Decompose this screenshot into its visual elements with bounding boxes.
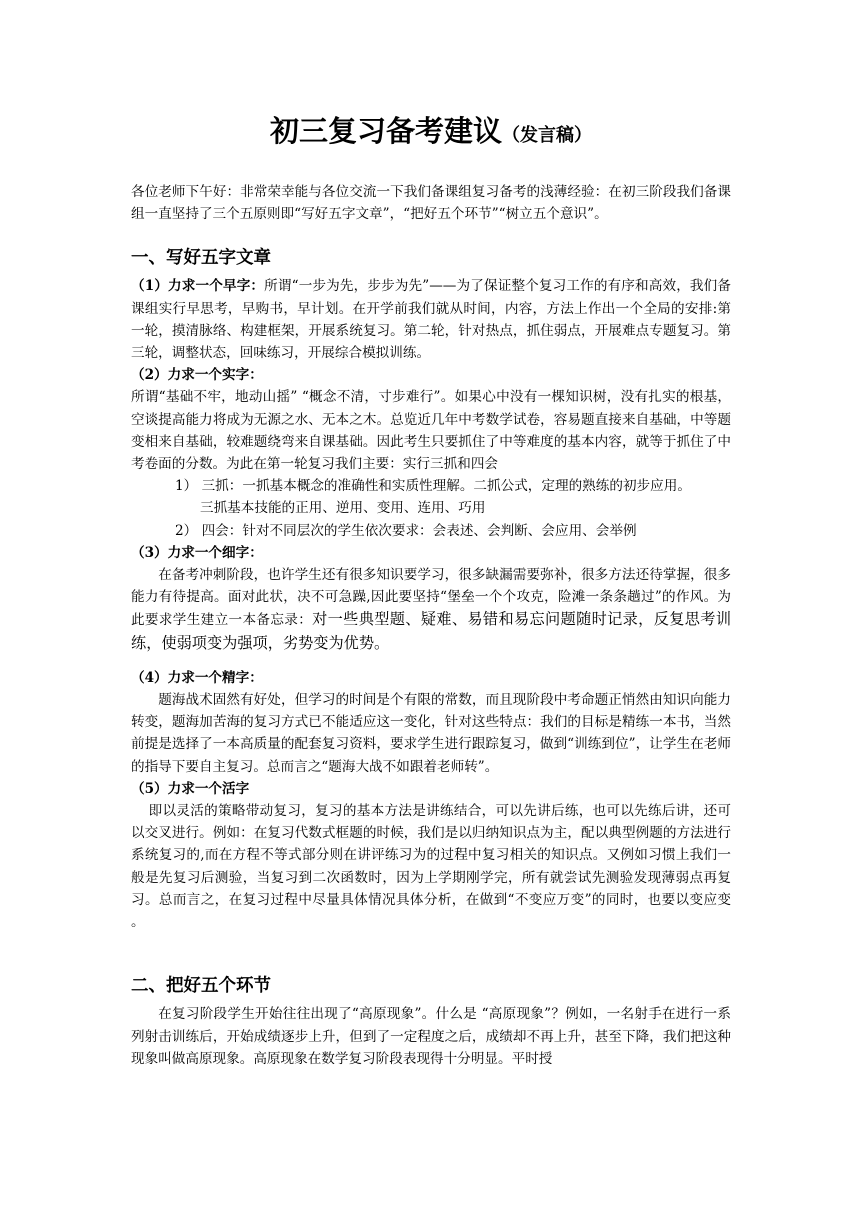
section1-heading: 一、写好五字文章 xyxy=(131,248,271,269)
p3-text xyxy=(131,564,731,655)
p5-text: 即以灵活的策略带动复习，复习的基本方法是讲练结合，可以先讲后练，也可以先练后讲，还可以交叉进行。例如：在复习代数式框题的时候，我们是以归纳知识点为主，配以典型例题的方法进行系统复习的,而在方程不等式部分则在讲评练习为的过程中复习相关的知识点。又例如习惯上我们一般是先复习后测验，当复习到二次函数时，因为上学期刚学完，所有就尝试先测验发现薄弱点再复习。总而言之，在复习过程中尽量具体情况具体分析，在做到“不变应万变”的同时，也要以变应变 。 xyxy=(131,803,731,931)
p4-label: （4）力求一个精字： xyxy=(131,669,263,686)
section1-paragraph-1 xyxy=(131,275,731,364)
p2-list-item-1-continued: 三抓基本技能的正用、逆用、变用、连用、巧用 xyxy=(200,500,486,517)
section2-paragraph-1: 在复习阶段学生开始往往出现了“高原现象”。什么是 “高原现象”？例如，一名射手在进行一系列射击训练后，开始成绩逐步上升，但到了一定程度之后，成绩却不再上升，甚至下降，我们把这种现象叫做高原现象。高原现象在数学复习阶段表现得十分明显。平时授 xyxy=(131,1006,731,1067)
p3-text-b: 对一些典型题、疑难、易错和易忘问题随时记录，反复思考训练，使弱项变为强项，劣势变为优势。 xyxy=(131,610,732,652)
title-main: 初三复习备考建议 xyxy=(269,114,502,148)
p3-text-a: 在备考冲刺阶段，也许学生还有很多知识要学习，很多缺漏需要弥补，很多方法还待掌握，很多能力有待提高。面对此状，决不可急躁,因此要坚持“堡垒一个个攻克，险滩一条条趟过”的作风。为此要求学生建立一本备忘录： xyxy=(131,567,731,629)
p5-label: （5）力求一个活字 xyxy=(131,780,250,797)
section2-heading: 二、把好五个环节 xyxy=(131,976,271,997)
p1-text: 所谓“一步为先，步步为先”——为了保证整个复习工作的有序和高效，我们备课组实行早思考，早购书，早计划。在开学前我们就从时间，内容，方法上作出一个全局的安排:第一轮，摸清脉络、构建框架，开展系统复习。第二轮，针对热点，抓住弱点，开展难点专题复习。第三轮，调整状态，回味练习，开展综合模拟训练。 xyxy=(131,278,731,362)
p4-text: 题海战术固然有好处，但学习的时间是个有限的常数，而且现阶段中考命题正悄然由知识向能力转变，题海加苦海的复习方式已不能适应这一变化，针对这些特点：我们的目标是精练一本书，当然前提是选择了一本高质量的配套复习资料，要求学生进行跟踪复习，做到“训练到位”，让学生在老师的指导下要自主复习。总而言之“题海大战不如跟着老师转”。 xyxy=(131,692,731,775)
document-title xyxy=(131,114,731,153)
p2-list-item-1: 1） 三抓：一抓基本概念的准确性和实质性理解。二抓公式，定理的熟练的初步应用。 xyxy=(175,478,691,495)
p3-label: （3）力求一个细字： xyxy=(131,544,263,561)
document-body xyxy=(131,114,731,1070)
p2-text: 所谓“基础不牢，地动山摇” “概念不清，寸步难行”。如果心中没有一棵知识树，没有扎实的根基，空谈提高能力将成为无源之水、无本之木。总览近几年中考数学试卷，容易题直接来自基础，中等题变相来自基础，较难题绕弯来自课基础。因此考生只要抓住了中等难度的基本内容，就等于抓住了中考卷面的分数。为此在第一轮复习我们主要：实行三抓和四会 xyxy=(131,389,731,473)
title-sub: （发言稿） xyxy=(502,125,592,146)
intro-paragraph: 各位老师下午好：非常荣幸能与各位交流一下我们备课组复习备考的浅薄经验：在初三阶段我们备课组一直坚持了三个五原则即“写好五字文章”，“把好五个环节”“树立五个意识”。 xyxy=(131,184,731,223)
p1-label: （1）力求一个早字： xyxy=(131,278,265,295)
p2-list-item-2: 2） 四会：针对不同层次的学生依次要求：会表述、会判断、会应用、会举例 xyxy=(175,522,637,539)
p2-label: （2）力求一个实字： xyxy=(131,367,263,384)
